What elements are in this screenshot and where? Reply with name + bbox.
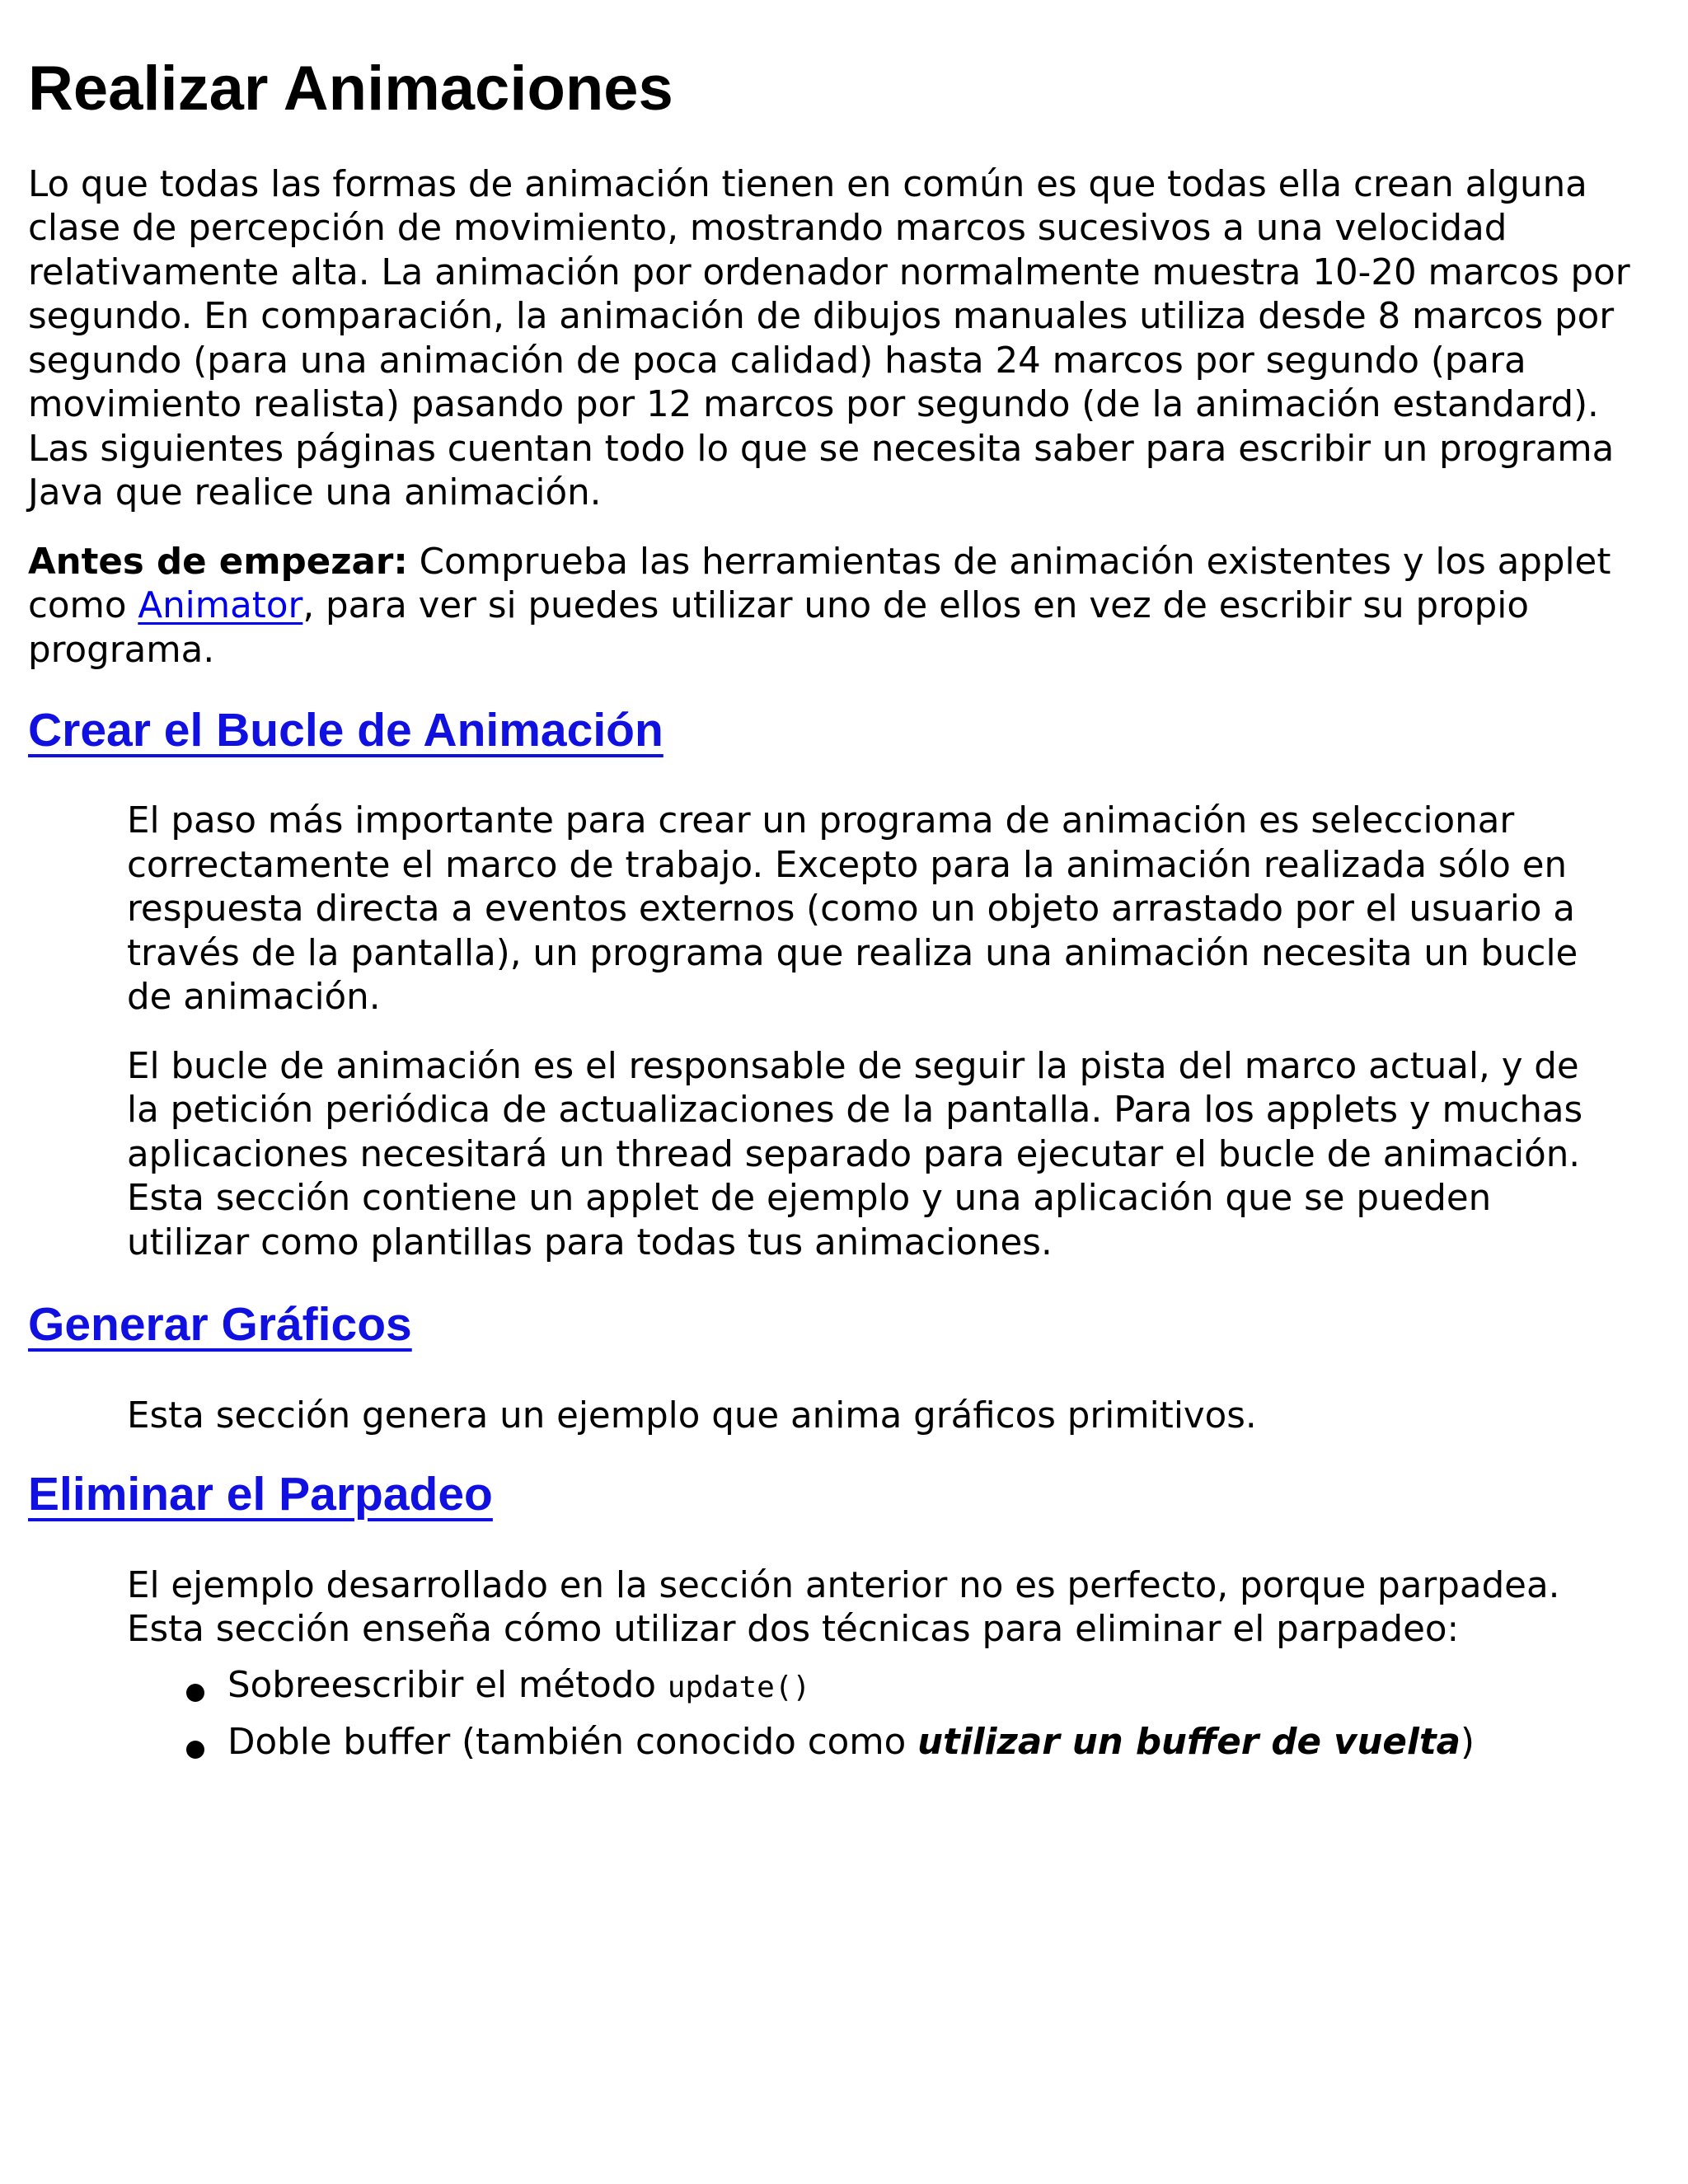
animation-loop-paragraph-2: El bucle de animación es el responsable de seguir la pista del marco actual, y de la petición periódica de actualizaciones de la pantalla. Para los applets y muchas aplicaciones necesitará un thread separado para ejecutar el bucle de animación. Esta sección contiene un applet de ejemplo y una aplicación que se pueden utilizar como plantillas para todas tus animaciones. [127,1045,1583,1263]
flicker-technique-list [127,1664,1660,1765]
before-starting-label: Antes de empezar: [28,541,408,583]
before-starting-paragraph [28,541,1668,673]
intro-paragraph: Lo que todas las formas de animación tienen en común es que todas ella crean alguna clase de percepción de movimiento, mostrando marcos sucesivos a una velocidad relativamente alta. La animación por ordenador normalmente muestra 10-20 marcos por segundo. En comparación, la animación de dibujos manuales utiliza desde 8 marcos por segundo (para una animación de poca calidad) hasta 24 marcos por segundo (para movimiento realista) pasando por 12 marcos por segundo (de la animación estandard). Las siguientes páginas cuentan todo lo que se necesita saber para escribir un programa Java que realice una animación. [28,163,1630,514]
document [28,40,1660,1777]
list-item-tail: ) [1461,1722,1475,1764]
graphics-paragraph: Esta sección genera un ejemplo que anima gráficos primitivos. [127,1394,1257,1436]
list-item [127,1721,1660,1765]
animation-loop-paragraph-1: El paso más importante para crear un programa de animación es seleccionar correctamente el marco de trabajo. Excepto para la animación realizada sólo en respuesta directa a eventos externos (como un objeto arrastado por el usuario a través de la pantalla), un programa que realiza una animación necesita un bucle de animación. [127,800,1578,1019]
page-title: Realizar Animaciones [28,54,673,124]
section-heading-animation-loop [28,702,1660,758]
before-starting-text-b: , para ver si puedes utilizar uno de ellos en vez de escribir su propio programa. [28,585,1529,671]
list-item-code: update() [667,1670,811,1704]
list-item [127,1664,1660,1710]
animator-link[interactable]: Animator [138,585,303,627]
animation-loop-link[interactable]: Crear el Bucle de Animación [28,704,663,757]
list-item-text: Doble buffer (también conocido como [227,1722,918,1764]
section-heading-flicker [28,1466,1660,1522]
flicker-link[interactable]: Eliminar el Parpadeo [28,1468,493,1521]
flicker-paragraph: El ejemplo desarrollado en la sección anterior no es perfecto, porque parpadea. Esta sección enseña cómo utilizar dos técnicas para eliminar el parpadeo: [127,1564,1560,1651]
bullet-icon [186,1684,204,1702]
list-item-text: Sobreescribir el método [227,1664,668,1706]
graphics-link[interactable]: Generar Gráficos [28,1298,412,1352]
section-heading-graphics [28,1296,1660,1352]
before-starting-text-a: Comprueba las herramientas de animación existentes y los applet como [28,541,1611,627]
list-item-emphasis: utilizar un buffer de vuelta [917,1722,1461,1764]
bullet-icon [186,1741,204,1759]
